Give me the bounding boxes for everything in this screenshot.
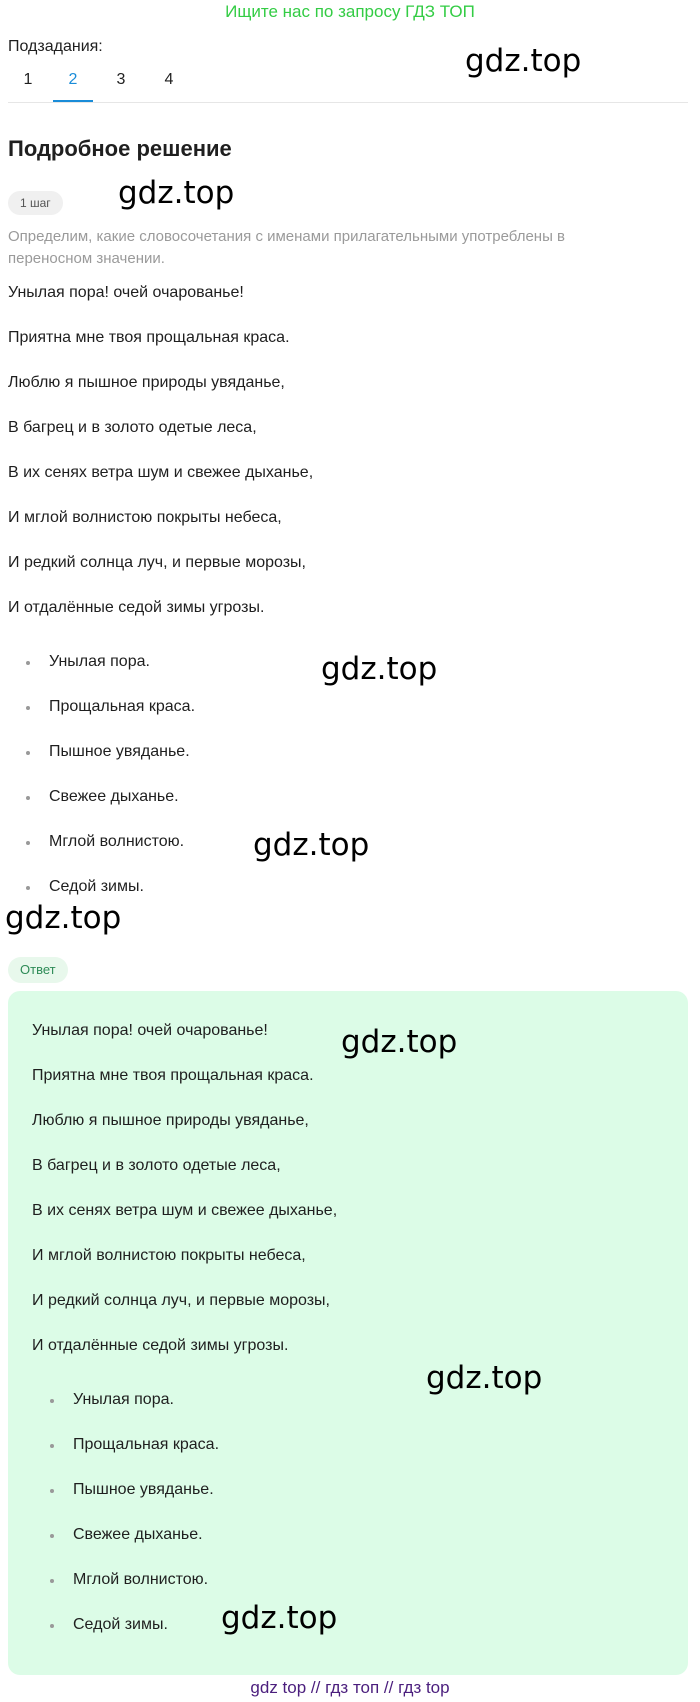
answer-poem-line: И редкий солнца луч, и первые морозы, [32,1292,330,1309]
poem-line: Унылая пора! очей очарованье! [8,284,244,301]
answer-phrase-item: Пышное увяданье. [73,1481,214,1498]
answer-badge: Ответ [8,957,68,983]
watermark: gdz.top [118,175,235,211]
phrase-list-item: Свежее дыханье. [49,788,179,805]
phrase-list-item: Мглой волнистою. [49,833,185,850]
answer-poem-line: В их сенях ветра шум и свежее дыханье, [32,1202,338,1219]
watermark: gdz.top [253,827,370,863]
answer-poem-line: Приятна мне твоя прощальная краса. [32,1067,314,1084]
answer-box [8,991,688,1675]
phrase-list-item: Пышное увяданье. [49,743,190,760]
answer-poem-line: В багрец и в золото одетые леса, [32,1157,281,1174]
watermark: gdz.top [426,1360,543,1396]
answer-poem-line: Люблю я пышное природы увяданье, [32,1112,309,1129]
watermark: gdz.top [341,1024,458,1060]
watermark: gdz.top [321,651,438,687]
tab-subtask-4[interactable]: 4 [164,71,174,88]
answer-poem-line: И отдалённые седой зимы угрозы. [32,1337,289,1354]
watermark: gdz.top [465,43,582,79]
phrase-list-item: Прощальная краса. [49,698,196,715]
step-badge: 1 шаг [8,191,63,215]
poem-line: Люблю я пышное природы увяданье, [8,374,285,391]
answer-poem-line: Унылая пора! очей очарованье! [32,1022,268,1039]
answer-phrase-item: Седой зимы. [73,1616,168,1633]
search-banner: Ищите нас по запросу ГДЗ ТОП [225,2,475,21]
phrase-list-item: Унылая пора. [49,653,150,670]
watermark: gdz.top [221,1600,338,1636]
phrase-list-item: Седой зимы. [49,878,144,895]
answer-phrase-item: Унылая пора. [73,1391,174,1408]
footer-links: gdz top // гдз топ // гдз top [250,1678,450,1697]
poem-line: И мглой волнистою покрыты небеса, [8,509,282,526]
answer-phrase-item: Свежее дыханье. [73,1526,203,1543]
poem-line: В багрец и в золото одетые леса, [8,419,257,436]
subtask-tabs [8,64,688,103]
poem-line: Приятна мне твоя прощальная краса. [8,329,290,346]
subtasks-label: Подзадания: [8,38,103,55]
poem-line: И отдалённые седой зимы угрозы. [8,599,265,616]
answer-phrase-item: Мглой волнистою. [73,1571,209,1588]
step-description: Определим, какие словосочетания с именами прилагательными употреблены в переносном значении. [8,228,565,267]
tab-subtask-3[interactable]: 3 [116,71,126,88]
watermark: gdz.top [5,900,122,936]
poem-line: В их сенях ветра шум и свежее дыханье, [8,464,314,481]
answer-poem-line: И мглой волнистою покрыты небеса, [32,1247,306,1264]
tab-subtask-1[interactable]: 1 [23,71,33,88]
poem-line: И редкий солнца луч, и первые морозы, [8,554,306,571]
tab-subtask-2[interactable]: 2 [53,64,93,102]
answer-phrase-item: Прощальная краса. [73,1436,220,1453]
solution-title: Подробное решение [8,136,232,161]
